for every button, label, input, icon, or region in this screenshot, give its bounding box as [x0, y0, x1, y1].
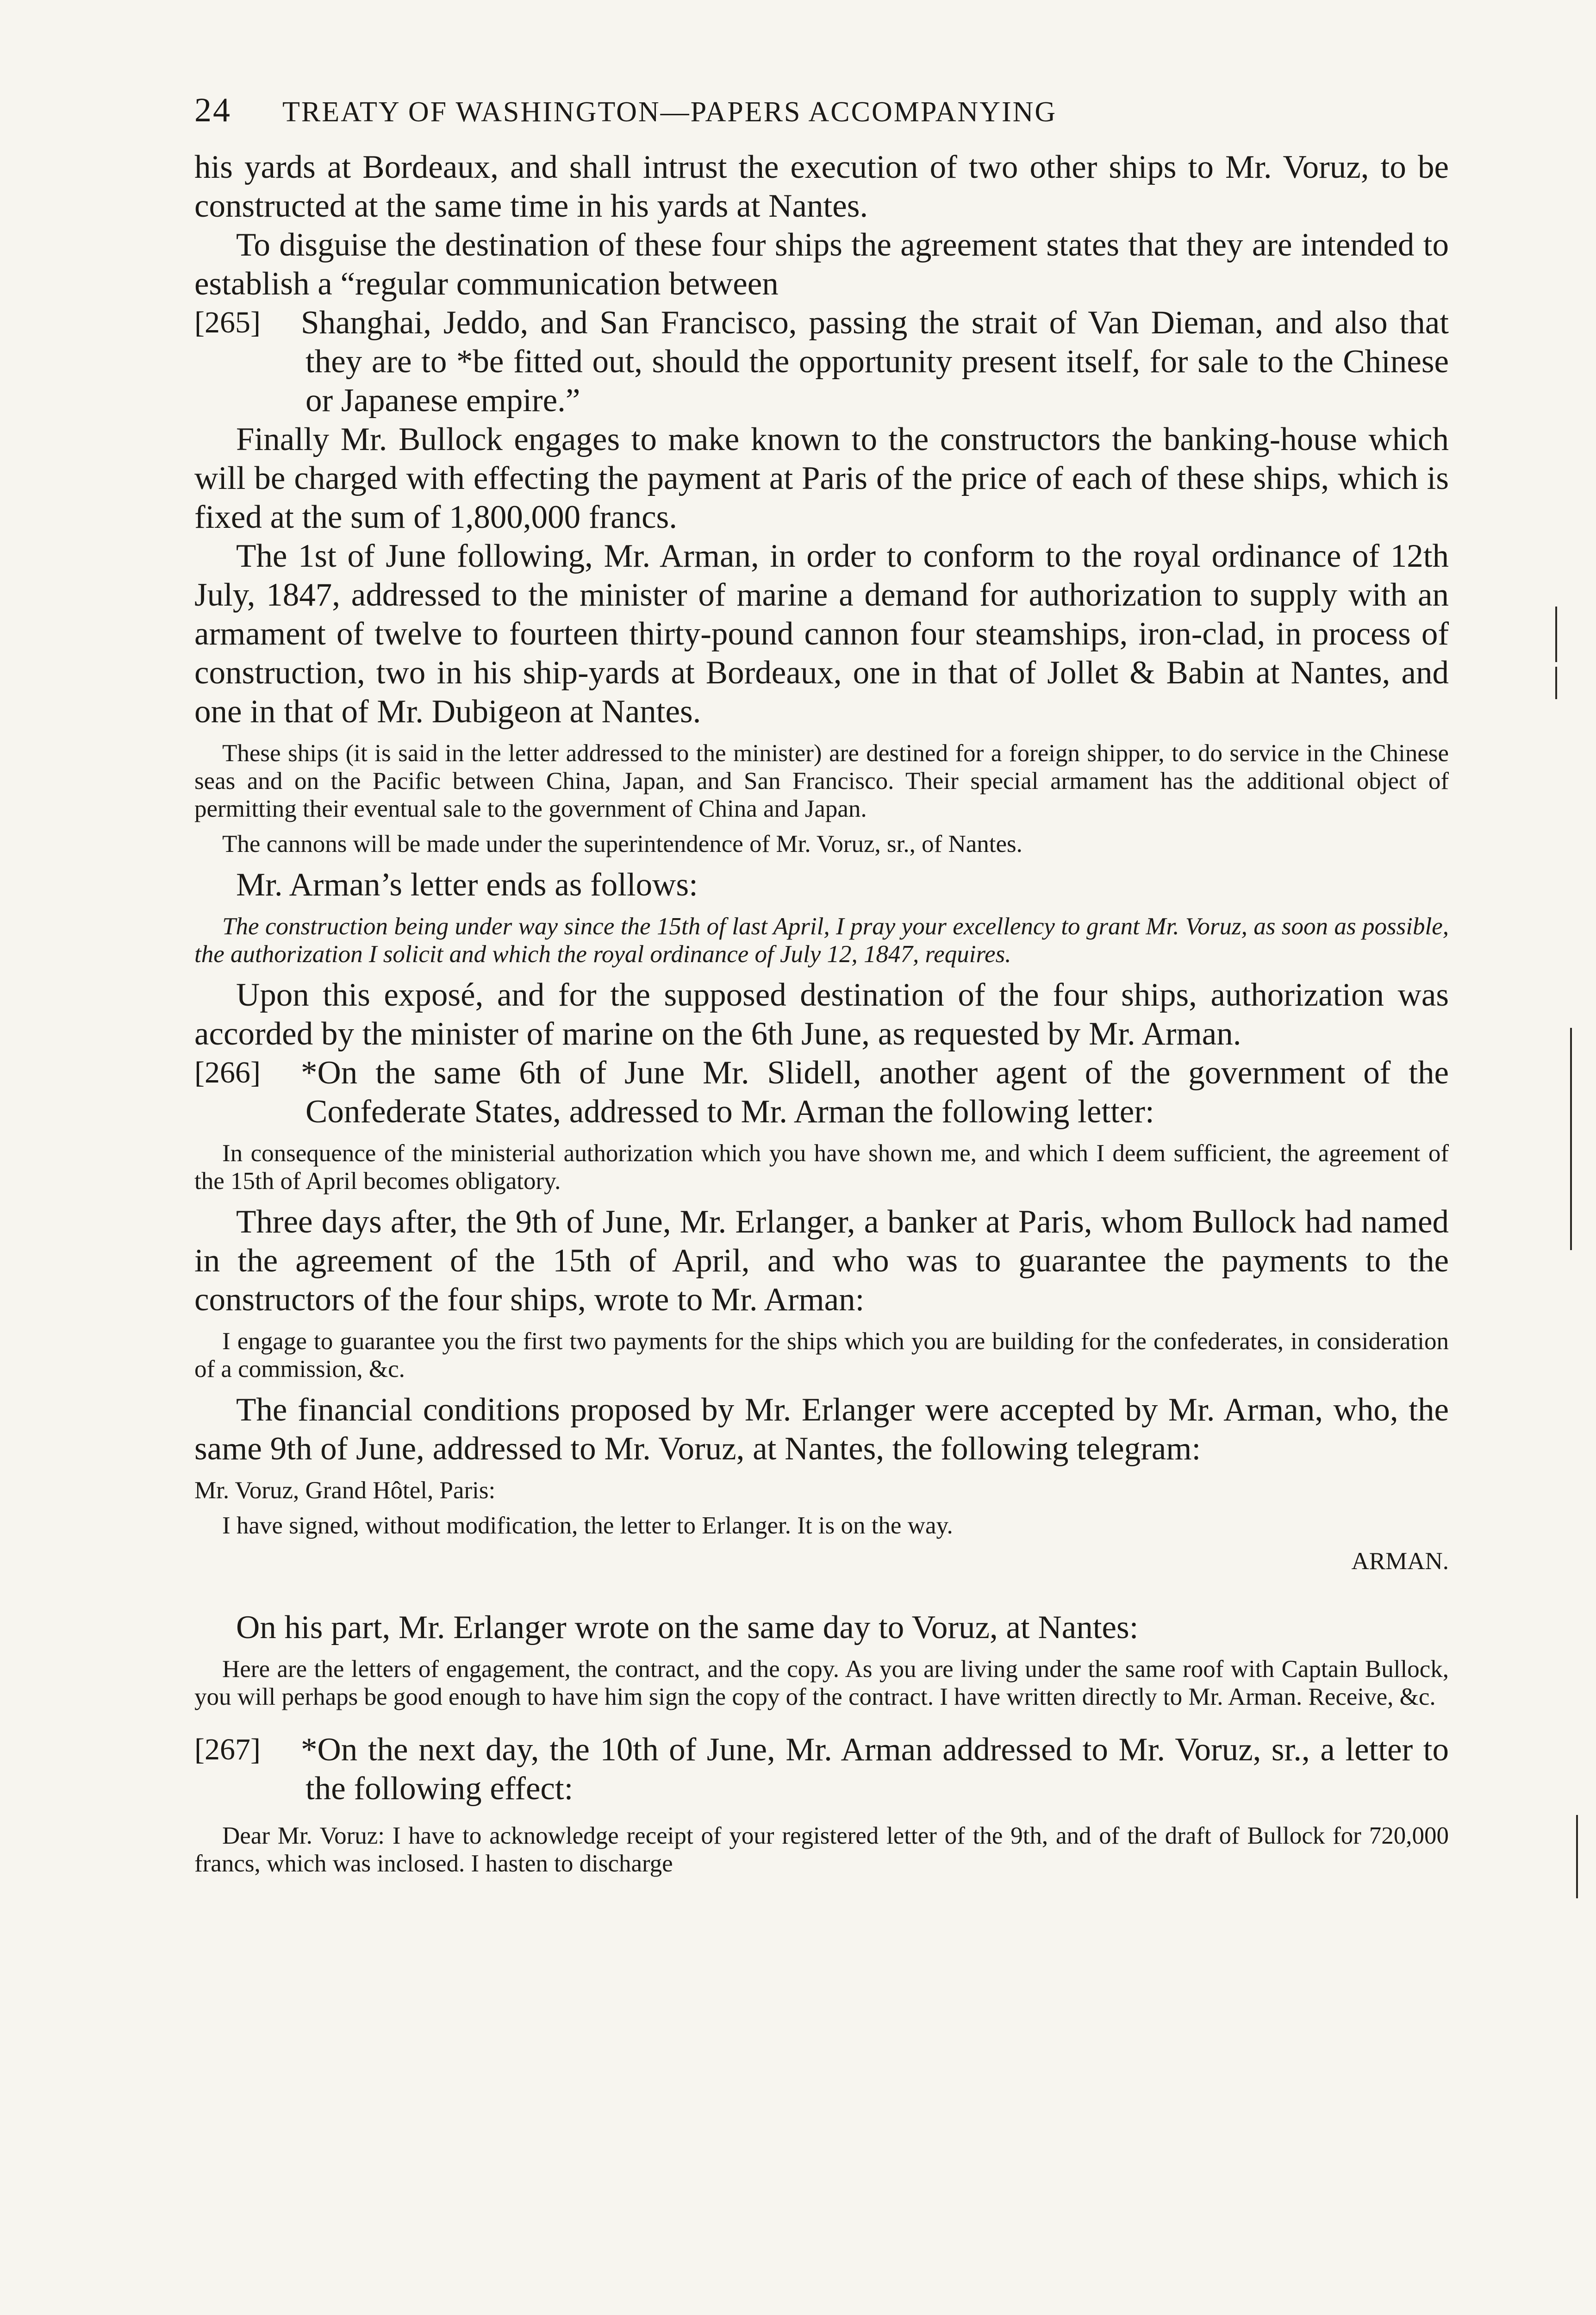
- page-marker: [265]: [194, 306, 261, 339]
- quoted-letter: I engage to guarantee you the first two payments for the ships which you are building for the confederates, in consideration of a commission, &c.: [194, 1328, 1449, 1383]
- paragraph: On his part, Mr. Erlanger wrote on the same day to Voruz, at Nantes:: [236, 1609, 1139, 1646]
- paragraph: The financial conditions proposed by Mr. Erlanger were accepted by Mr. Arman, who, the same 9th of June, addressed to Mr. Voruz, at Nantes, the following telegram:: [194, 1392, 1449, 1467]
- page-marker: [267]: [194, 1733, 261, 1766]
- margin-mark: [1576, 1815, 1578, 1898]
- paragraph-text: Shanghai, Jeddo, and San Francisco, passing the strait of Van Dieman, and also that they are to *be fitted out, should the opportunity present itself, for sale to the Chinese or Japanese empire.”: [301, 305, 1449, 419]
- paragraph: his yards at Bordeaux, and shall intrust the execution of two other ships to Mr. Voruz, to be constructed at the same time in his yards at Nantes.: [194, 149, 1449, 224]
- page-marker: [266]: [194, 1056, 261, 1089]
- quoted-letter: The construction being under way since the 15th of last April, I pray your excellency to grant Mr. Voruz, as soon as possible, the authorization I solicit and which the royal ordinance of July 12, 1847, requires.: [194, 913, 1449, 968]
- paragraph: The 1st of June following, Mr. Arman, in order to conform to the royal ordinance of 12th July, 1847, addressed to the minister of marine a demand for authorization to supply with an armament of twelve to fourteen thirty-pound cannon four steamships, iron-clad, in process of construction, two in his ship-yards at Bordeaux, one in that of Jollet & Babin at Nantes, and one in that of Mr. Dubigeon at Nantes.: [194, 538, 1449, 730]
- page-number: 24: [194, 91, 231, 129]
- paragraph: Mr. Arman’s letter ends as follows:: [236, 867, 698, 903]
- paragraph: Finally Mr. Bullock engages to make known to the constructors the banking-house which will be charged with effecting the payment at Paris of the price of each of these ships, which is fixed at the sum of 1,800,000 francs.: [194, 421, 1449, 535]
- paragraph-with-page-marker: [194, 1053, 1449, 1131]
- quoted-letter: These ships (it is said in the letter addressed to the minister) are destined for a foreign shipper, to do service in the Chinese seas and on the Pacific between China, Japan, and San Francisco. Their special armament has the additional object of permitting their eventual sale to the government of China and Japan.: [194, 740, 1449, 822]
- margin-mark: [1555, 607, 1557, 662]
- telegram-text: I have signed, without modification, the letter to Erlanger. It is on the way.: [222, 1512, 953, 1539]
- quoted-letter: The cannons will be made under the superintendence of Mr. Voruz, sr., of Nantes.: [222, 831, 1022, 857]
- running-title: TREATY OF WASHINGTON—PAPERS ACCOMPANYING: [282, 96, 1057, 128]
- telegram-signature: ARMAN.: [1351, 1548, 1449, 1575]
- margin-mark: [1570, 1028, 1572, 1250]
- quoted-letter: Here are the letters of engagement, the contract, and the copy. As you are living under the same roof with Captain Bullock, you will perhaps be good enough to have him sign the copy of the contract. I have written directly to Mr. Arman. Receive, &c.: [194, 1656, 1449, 1710]
- running-header: [194, 91, 1449, 130]
- paragraph-text: *On the next day, the 10th of June, Mr. Arman addressed to Mr. Voruz, sr., a letter to the following effect:: [301, 1732, 1449, 1807]
- paragraph-with-page-marker: [194, 1730, 1449, 1808]
- paragraph: Three days after, the 9th of June, Mr. Erlanger, a banker at Paris, whom Bullock had named in the agreement of the 15th of April, and who was to guarantee the payments to the constructors of the four ships, wrote to Mr. Arman:: [194, 1204, 1449, 1318]
- paragraph: To disguise the destination of these four ships the agreement states that they are intended to establish a “regular communication between: [194, 227, 1449, 302]
- quoted-letter: Dear Mr. Voruz: I have to acknowledge receipt of your registered letter of the 9th, and of the draft of Bullock for 720,000 francs, which was inclosed. I hasten to discharge: [194, 1822, 1449, 1877]
- page-content: [194, 91, 1449, 1885]
- telegram-address: Mr. Voruz, Grand Hôtel, Paris:: [194, 1477, 496, 1504]
- paragraph: Upon this exposé, and for the supposed destination of the four ships, authorization was accorded by the minister of marine on the 6th June, as requested by Mr. Arman.: [194, 977, 1449, 1052]
- margin-mark: [1555, 667, 1557, 699]
- paragraph-with-page-marker: [194, 303, 1449, 420]
- paragraph-text: *On the same 6th of June Mr. Slidell, another agent of the government of the Confederate States, addressed to Mr. Arman the following letter:: [301, 1055, 1449, 1130]
- quoted-letter: In consequence of the ministerial authorization which you have shown me, and which I deem sufficient, the agreement of the 15th of April becomes obligatory.: [194, 1140, 1449, 1195]
